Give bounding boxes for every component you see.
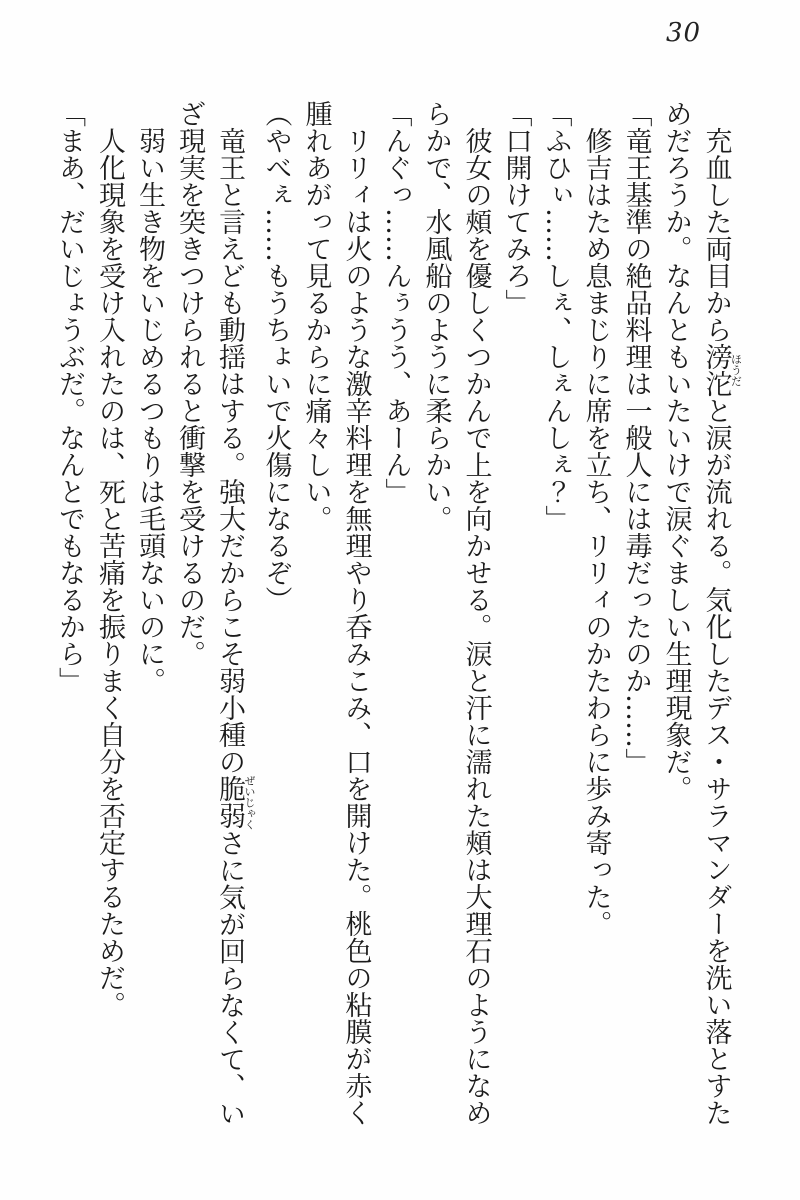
- paragraph: 「んぐっ……んぅうう、あーん」: [380, 100, 412, 505]
- paragraph: 充血した両目から滂沱ほうだと涙が流れる。気化したデス・サラマンダーを洗い落とすためだろうか。なんともいたいけで涙ぐましい生理現象だ。: [660, 100, 743, 1126]
- paragraph: 「口開けてみろ」: [500, 100, 532, 316]
- paragraph: （やべぇ……もうちょいで火傷になるぞ）: [260, 100, 292, 613]
- paragraph: 彼女の頰を優しくつかんで上を向かせる。涙と汗に濡れた頰は大理石のようになめらかで、水風船のように柔らかい。: [420, 100, 492, 1126]
- paragraph: 修吉はため息まじりに席を立ち、リリィのかたわらに歩み寄った。: [580, 127, 612, 937]
- paragraph: 人化現象を受け入れたのは、死と苦痛を振りまく自分を否定するためだ。: [94, 127, 125, 1018]
- furigana-annotated-word: 脆弱ぜいじゃく: [214, 774, 256, 830]
- paragraph: リリィは火のような激辛料理を無理やり呑みこみ、口を開けた。桃色の粘膜が赤く腫れあがって見るからに痛々しい。: [300, 100, 372, 1126]
- paragraph: 竜王と言えども動揺はする。強大だからこそ弱小種の脆弱ぜいじゃくさに気が回らなくて、いざ現実を突きつけられると衝撃を受けるのだ。: [174, 100, 256, 1127]
- paragraph: 「まあ、だいじょうぶだ。なんとでもなるから」: [54, 100, 85, 694]
- page-number: 30: [666, 18, 702, 48]
- paragraph: 弱い生き物をいじめるつもりは毛頭ないのに。: [134, 127, 165, 694]
- furigana-annotated-word: 滂沱ほうだ: [700, 343, 743, 397]
- page-text: [49, 100, 742, 1128]
- paragraph: 「ふひぃ……しぇ、しぇんしぇ？」: [540, 100, 572, 532]
- paragraph: 「竜王基準の絶品料理は一般人には毒だったのか……」: [620, 100, 652, 775]
